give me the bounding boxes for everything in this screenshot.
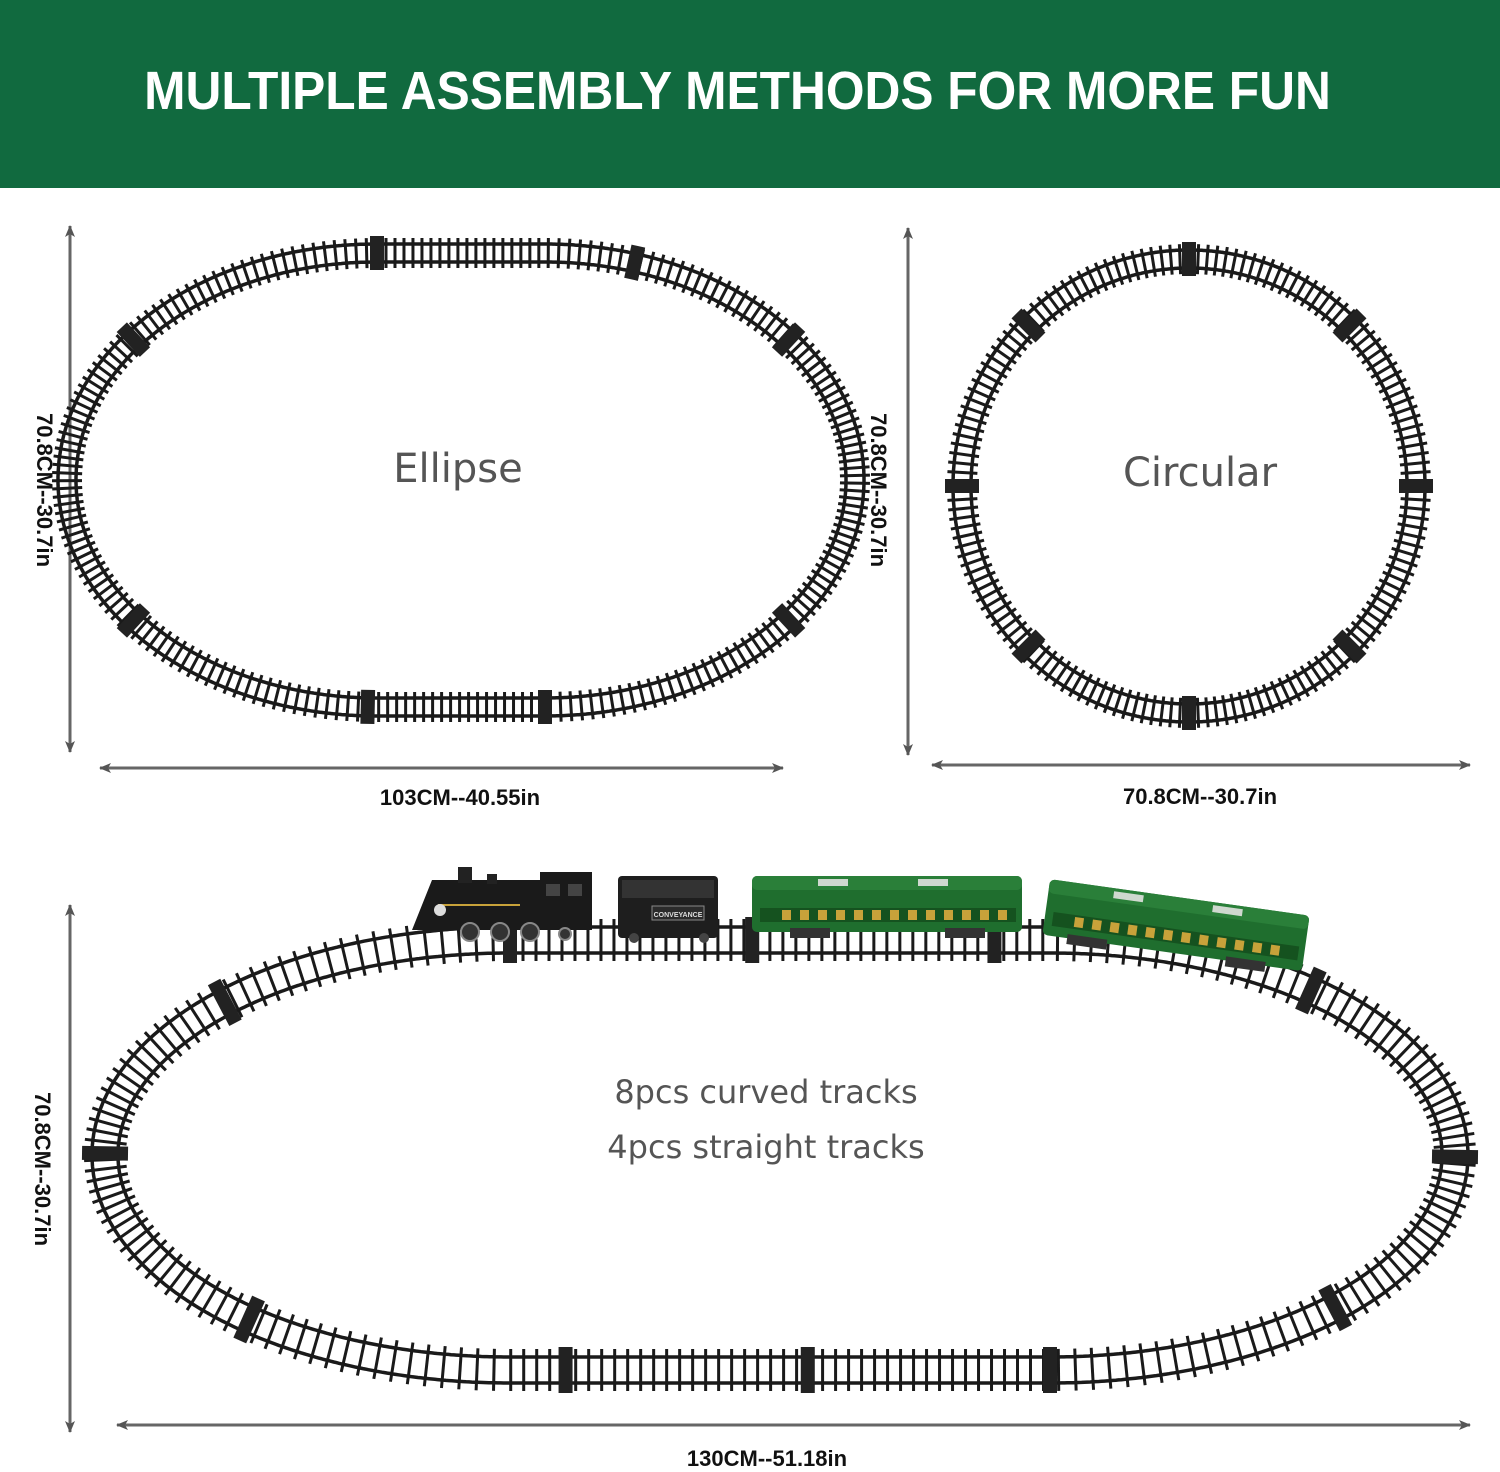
oval-height-label: 70.8CM--30.7in [29,1089,55,1249]
oval-label-line2: 4pcs straight tracks [566,1128,966,1166]
locomotive [412,867,592,941]
banner-title: MULTIPLE ASSEMBLY METHODS FOR MORE FUN [59,60,1416,122]
circle-height-label: 70.8CM--30.7in [865,410,891,570]
circular-label: Circular [1100,450,1300,496]
oval-width-label: 130CM--51.18in [667,1446,867,1472]
ellipse-width-label: 103CM--40.55in [360,785,560,811]
ellipse-label: Ellipse [358,446,558,492]
circle-width-label: 70.8CM--30.7in [1100,784,1300,810]
coal-tender [618,876,718,943]
ellipse-height-label: 70.8CM--30.7in [31,410,57,570]
tender-label: CONVEYANCE [654,912,703,919]
oval-label-line1: 8pcs curved tracks [566,1073,966,1111]
passenger-coach-1 [752,876,1022,938]
